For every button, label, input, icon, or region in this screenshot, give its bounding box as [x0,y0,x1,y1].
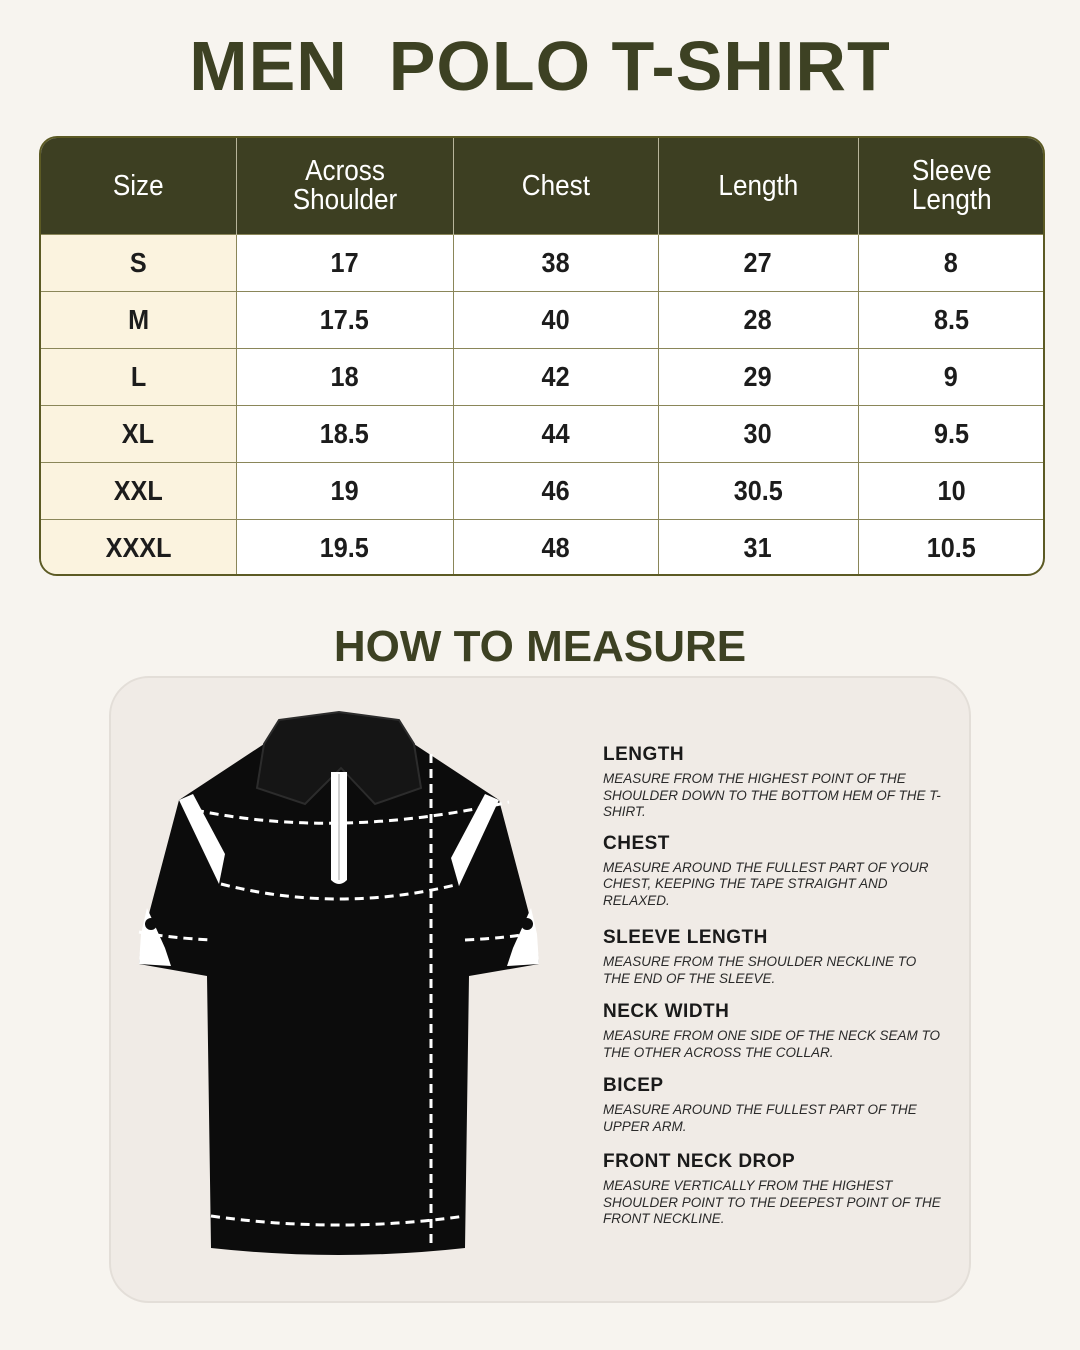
measure-panel [109,676,971,1303]
size-cell [41,292,236,349]
cell-value: 18 [330,361,359,392]
measurement-cell [453,406,658,463]
column-header-label: Chest [521,169,590,202]
measure-guide-item [603,1151,943,1228]
cell-value: 19 [330,475,359,506]
cell-value: 9.5 [933,418,969,449]
measure-guide-description: MEASURE FROM THE SHOULDER NECKLINE TO THE END OF THE SLEEVE. [603,954,917,986]
measurement-cell [858,406,1044,463]
size-cell [41,235,236,292]
cell-value: 17.5 [319,304,370,335]
measurement-cell [858,520,1044,577]
measurement-cell [236,463,453,520]
column-header-label: Length [718,169,798,202]
size-cell [41,349,236,406]
size-chart [39,136,1045,576]
measure-guide-description: MEASURE FROM THE HIGHEST POINT OF THE SHOULDER DOWN TO THE BOTTOM HEM OF THE T-SHIRT. [603,771,941,819]
measure-guide-item [603,744,943,821]
measurement-cell [858,463,1044,520]
measure-guide-title: FRONT NECK DROP [603,1151,796,1172]
measure-guide-item [603,1075,943,1135]
measurement-cell [658,235,858,292]
measurement-cell [453,463,658,520]
measure-guide-title: BICEP [603,1075,664,1096]
how-to-measure-heading: HOW TO MEASURE [333,622,747,671]
measure-guide-title: CHEST [603,832,670,854]
column-header-label: Across Shoulder [292,155,397,216]
cell-value: 28 [743,304,773,335]
cell-value: 9 [944,361,959,392]
measurement-cell [658,349,858,406]
cell-value: 18.5 [319,418,370,449]
cell-value: S [129,247,147,278]
column-header [41,138,236,235]
measurement-cell [858,349,1044,406]
cell-value: 8 [944,247,959,278]
cell-value: 40 [541,304,570,335]
page-title: MEN POLO T-SHIRT [189,27,891,105]
measurement-cell [236,349,453,406]
measurement-cell [453,520,658,577]
cell-value: 10 [937,475,966,506]
cell-value: XL [122,418,155,449]
measure-guide-title: NECK WIDTH [603,1001,730,1022]
cell-value: 46 [541,475,570,506]
measurement-cell [236,235,453,292]
column-header-label: Sleeve Length [911,155,992,216]
measurement-cell [236,406,453,463]
measurement-cell [453,235,658,292]
cell-value: 48 [541,532,570,563]
cell-value: M [127,304,149,335]
table-row [41,235,1044,292]
measure-guide-item [603,1001,943,1061]
measure-guide-description: MEASURE AROUND THE FULLEST PART OF THE UPPER ARM. [603,1102,917,1134]
measure-guide-title: LENGTH [603,744,685,765]
cell-value: 19.5 [319,532,370,563]
size-cell [41,406,236,463]
measure-guides [603,744,943,1228]
cell-value: 29 [743,361,773,392]
cell-value: 30 [743,418,773,449]
column-header [858,138,1044,235]
table-row [41,349,1044,406]
cell-value: 17 [330,247,359,278]
table-row [41,406,1044,463]
measure-guide-description: MEASURE VERTICALLY FROM THE HIGHEST SHOULDER POINT TO THE DEEPEST POINT OF THE FRONT NECKLINE. [603,1178,941,1226]
column-header [236,138,453,235]
measure-guide-item [603,927,943,987]
measurement-cell [658,520,858,577]
measure-guide-title: SLEEVE LENGTH [603,927,768,948]
measurement-cell [658,463,858,520]
measurement-cell [858,235,1044,292]
measurement-cell [658,292,858,349]
column-header [658,138,858,235]
measure-guide-item [603,833,943,910]
cell-value: L [130,361,146,392]
column-header [453,138,658,235]
table-row [41,520,1044,577]
cell-value: 44 [541,418,570,449]
cell-value: 42 [541,361,570,392]
measurement-cell [236,520,453,577]
cell-value: 38 [541,247,570,278]
cell-value: 31 [743,532,773,563]
cell-value: 10.5 [926,532,976,563]
cell-value: XXXL [105,532,172,563]
measure-guide-description: MEASURE FROM ONE SIDE OF THE NECK SEAM TO THE OTHER ACROSS THE COLLAR. [603,1028,941,1060]
table-row [41,463,1044,520]
measurement-cell [658,406,858,463]
measure-guide-description: MEASURE AROUND THE FULLEST PART OF YOUR CHEST, KEEPING THE TAPE STRAIGHT AND RELAXED. [603,859,929,908]
cell-value: 30.5 [733,475,783,506]
polo-shirt-illustration [129,708,559,1268]
cell-value: 8.5 [933,304,969,335]
table-row [41,292,1044,349]
size-cell [41,520,236,577]
measurement-cell [453,292,658,349]
size-table-header [41,138,1044,235]
measurement-cell [236,292,453,349]
cell-value: 27 [743,247,773,278]
size-cell [41,463,236,520]
size-table [41,138,1044,576]
measurement-cell [453,349,658,406]
measurement-cell [858,292,1044,349]
column-header-label: Size [112,169,164,202]
cell-value: XXL [113,475,163,506]
